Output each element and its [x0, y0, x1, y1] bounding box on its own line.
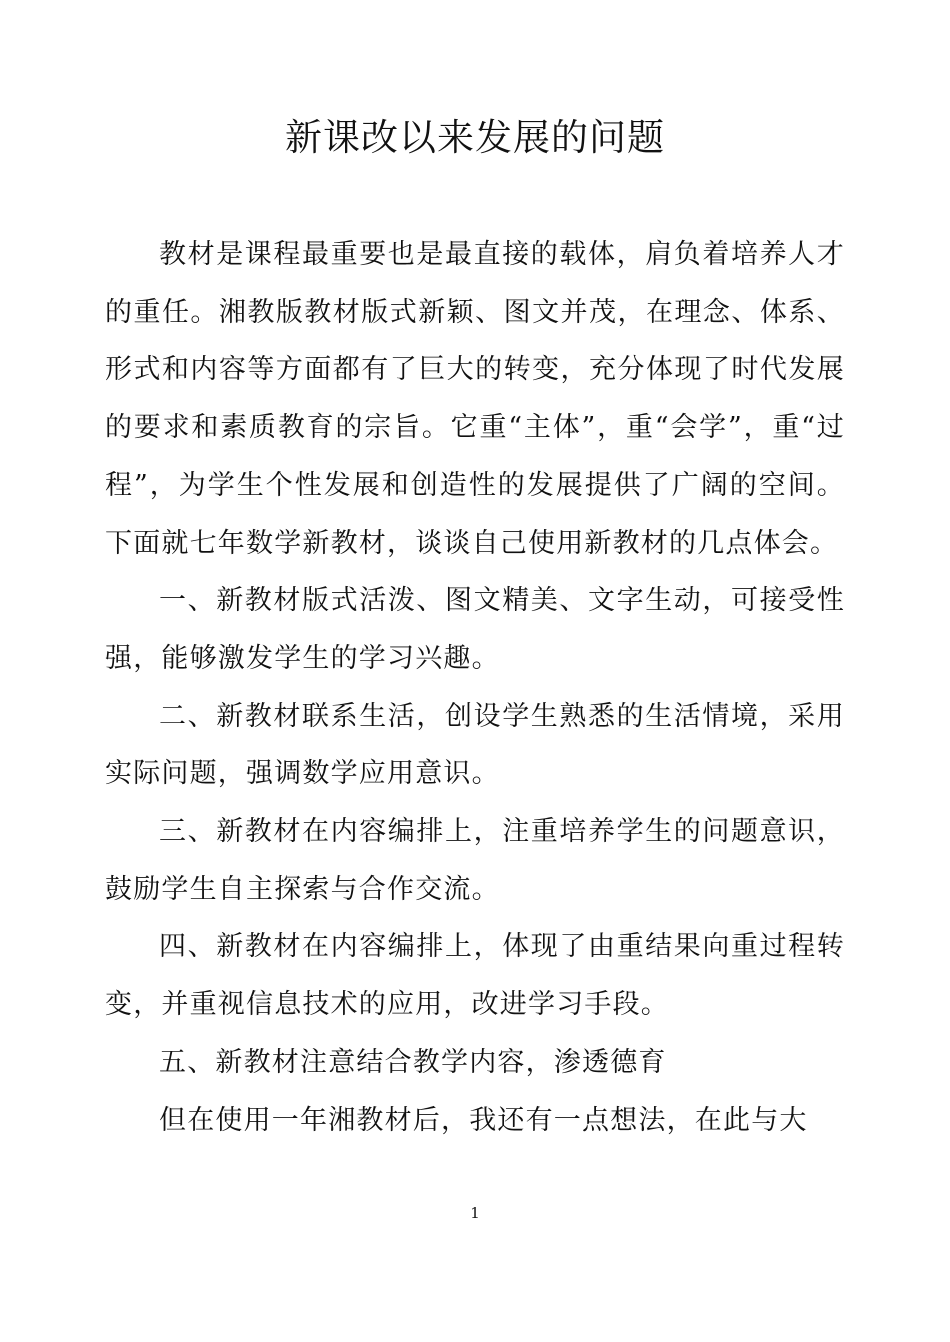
paragraph-point-3: 三、新教材在内容编排上，注重培养学生的问题意识，鼓励学生自主探索与合作交流。 [105, 816, 845, 905]
paragraph-conclusion: 但在使用一年湘教材后，我还有一点想法，在此与大 [159, 1104, 808, 1136]
page-title: 新课改以来发展的问题 [285, 116, 665, 159]
paragraph-point-1: 一、新教材版式活泼、图文精美、文字生动，可接受性强，能够激发学生的学习兴趣。 [105, 585, 845, 674]
paragraph-point-5: 五、新教材注意结合教学内容，渗透德育 [159, 1046, 667, 1078]
document-body [105, 226, 845, 1149]
paragraph-point-4: 四、新教材在内容编排上，体现了由重结果向重过程转变，并重视信息技术的应用，改进学习手段。 [105, 931, 845, 1021]
paragraph-intro: 教材是课程最重要也是最直接的载体，肩负着培养人才的重任。湘教版教材版式新颖、图文并茂，在理念、体系、形式和内容等方面都有了巨大的转变，充分体现了时代发展的要求和素质教育的宗旨。它重“主体”，重“会学”，重“过程”，为学生个性发展和创造性的发展提供了广阔的空间。下面就七年数学新教材，谈谈自己使用新教材的几点体会。 [105, 239, 845, 559]
page-number: 1 [470, 1204, 480, 1222]
paragraph-point-2: 二、新教材联系生活，创设学生熟悉的生活情境，采用实际问题，强调数学应用意识。 [105, 700, 845, 790]
